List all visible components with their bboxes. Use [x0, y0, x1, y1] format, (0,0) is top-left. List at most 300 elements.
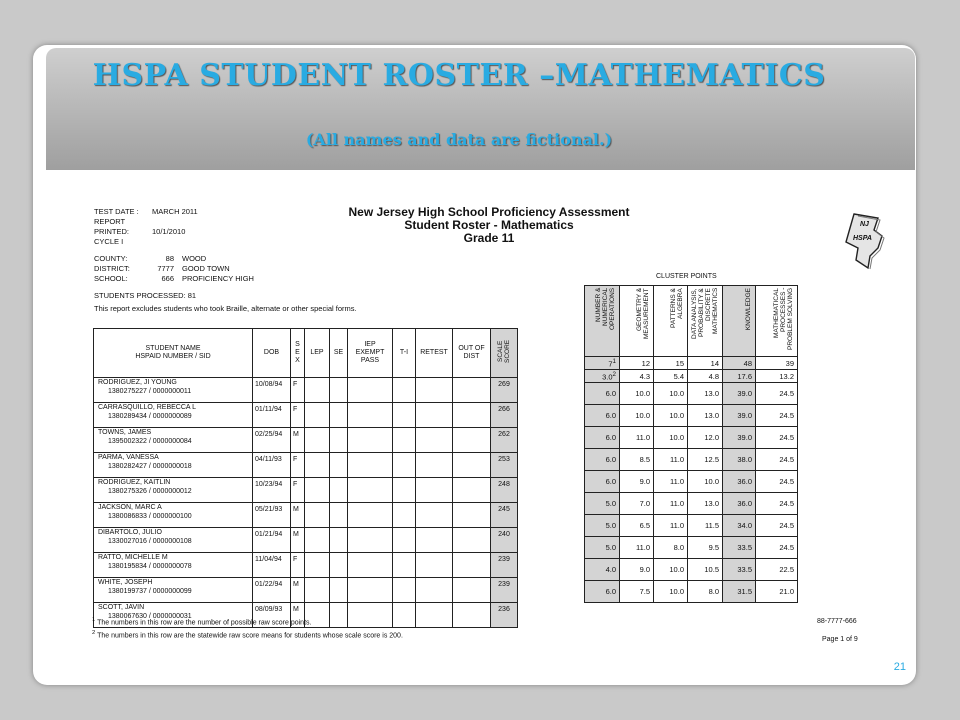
footnote-1-text: The numbers in this row are the number of possible raw score points. [97, 619, 312, 627]
cluster-value-text: 10.5 [704, 565, 719, 574]
cluster-value-text: 5.0 [605, 521, 616, 530]
printed-label: REPORT PRINTED: [94, 217, 130, 236]
student-sex: M [291, 528, 305, 553]
cluster-value [654, 357, 688, 370]
student-roster-table [93, 328, 518, 628]
retest-cell [416, 403, 453, 428]
footnote-marker: 2 [612, 370, 616, 378]
cluster-value-text: 21.0 [779, 587, 794, 596]
cluster-value-text: 6.0 [605, 411, 616, 420]
cluster-value [723, 370, 756, 383]
student-name: DIBARTOLO, JULIO [98, 529, 162, 536]
cluster-value-text: 6.5 [639, 521, 650, 530]
ti-cell [393, 403, 416, 428]
cluster-header [723, 286, 756, 357]
cluster-value [620, 357, 654, 370]
cluster-value [688, 515, 723, 537]
cluster-header [585, 286, 620, 357]
iep-cell [348, 603, 393, 628]
cluster-value-text: 13.2 [779, 371, 794, 381]
iep-cell [348, 403, 393, 428]
cluster-value-text: 36.0 [737, 477, 752, 486]
ti-cell [393, 603, 416, 628]
cluster-value-text: 8.0 [673, 543, 684, 552]
cluster-row [585, 581, 798, 603]
student-scale-score: 236 [491, 603, 518, 628]
cluster-value-text: 11.5 [704, 521, 719, 530]
cluster-value-text: 34.0 [737, 521, 752, 530]
cluster-value [585, 405, 620, 427]
ti-cell [393, 503, 416, 528]
cluster-value [688, 537, 723, 559]
cluster-value [756, 405, 798, 427]
student-scale-score: 266 [491, 403, 518, 428]
cluster-value-text: 6.0 [605, 433, 616, 442]
report-title-line1: New Jersey High School Proficiency Assessment [348, 205, 630, 219]
cluster-value-text: 15 [675, 358, 684, 368]
cluster-value-text: 11.0 [635, 433, 650, 442]
cluster-value [620, 427, 654, 449]
cluster-value-text: 24.5 [779, 477, 794, 486]
footnote-1-mark: 1 [92, 617, 96, 623]
possible-points-row [585, 357, 798, 370]
out-cell [453, 553, 491, 578]
student-scale-score: 239 [491, 553, 518, 578]
student-dob: 10/08/94 [253, 378, 291, 403]
se-cell [330, 378, 348, 403]
student-dob: 01/21/94 [253, 528, 291, 553]
cluster-row [585, 471, 798, 493]
cluster-value-text: 13.0 [704, 389, 719, 398]
cluster-points-table [584, 285, 798, 603]
cluster-value [723, 427, 756, 449]
cluster-header-label: MATHEMATICAL PROCESSES - PROBLEM SOLVING [773, 288, 794, 351]
cluster-row [585, 449, 798, 471]
iep-cell [348, 578, 393, 603]
cluster-header-label: PATTERNS & ALGEBRA [670, 288, 684, 328]
student-cell [94, 553, 253, 578]
ti-cell [393, 478, 416, 503]
cluster-value [654, 537, 688, 559]
retest-cell [416, 378, 453, 403]
ti-cell [393, 528, 416, 553]
cluster-value-text: 10.0 [635, 411, 650, 420]
cluster-value-text: 39 [785, 358, 794, 368]
cluster-value-text: 10.0 [704, 477, 719, 486]
student-sex: M [291, 503, 305, 528]
student-sex: F [291, 453, 305, 478]
cluster-value [688, 449, 723, 471]
cluster-value-text: 10.0 [635, 389, 650, 398]
name-header [94, 329, 253, 378]
cluster-value [688, 383, 723, 405]
cluster-row [585, 559, 798, 581]
cluster-value-text: 7 [608, 359, 613, 369]
table-row [94, 553, 518, 578]
cluster-value [585, 357, 620, 370]
cluster-value [585, 449, 620, 471]
student-id: 1380275227 / 0000000011 [108, 388, 192, 395]
ti-cell [393, 553, 416, 578]
cluster-value [723, 357, 756, 370]
cluster-value [756, 537, 798, 559]
cluster-value [654, 449, 688, 471]
iep-cell [348, 453, 393, 478]
retest-cell [416, 553, 453, 578]
retest-cell [416, 528, 453, 553]
cluster-value-text: 24.5 [779, 389, 794, 398]
cluster-value-text: 10.0 [669, 389, 684, 398]
cluster-header-label: KNOWLEDGE [745, 288, 752, 331]
student-cell [94, 478, 253, 503]
student-sex: F [291, 553, 305, 578]
test-date-label: TEST DATE : [94, 207, 139, 216]
student-sex: F [291, 478, 305, 503]
cluster-value [585, 383, 620, 405]
out-cell [453, 378, 491, 403]
retest-cell [416, 503, 453, 528]
student-id: 1380275326 / 0000000012 [108, 488, 192, 495]
cluster-value-text: 24.5 [779, 433, 794, 442]
retest-cell [416, 578, 453, 603]
slide-page-number: 21 [893, 661, 906, 673]
cluster-value-text: 10.0 [669, 587, 684, 596]
cluster-value-text: 7.0 [639, 499, 650, 508]
cluster-header [756, 286, 798, 357]
nj-hspa-logo [834, 212, 898, 270]
student-dob: 02/25/94 [253, 428, 291, 453]
cluster-value [654, 383, 688, 405]
se-cell [330, 603, 348, 628]
cluster-value [620, 449, 654, 471]
cluster-row [585, 383, 798, 405]
cluster-value [620, 537, 654, 559]
cluster-header-label: DATA ANALYSIS, PROBABILITY & DISCRETE MATHEMATICS [691, 288, 719, 339]
ti-cell [393, 453, 416, 478]
cluster-value [756, 383, 798, 405]
cluster-value-text: 6.0 [605, 389, 616, 398]
cluster-value [756, 427, 798, 449]
student-id: 1380067630 / 0000000031 [108, 613, 192, 620]
cluster-value [654, 405, 688, 427]
cluster-value [688, 370, 723, 383]
cluster-row [585, 515, 798, 537]
lep-cell [305, 428, 330, 453]
slide-subtitle: (All names and data are fictional.) [305, 130, 613, 149]
cluster-value [654, 559, 688, 581]
footnote-2 [92, 630, 403, 639]
student-name: PARMA, VANESSA [98, 454, 159, 461]
cluster-value-text: 38.0 [737, 455, 752, 464]
student-sex: M [291, 578, 305, 603]
cluster-value [654, 471, 688, 493]
student-cell [94, 528, 253, 553]
logo-hspa-text: HSPA [853, 235, 872, 242]
cluster-value-text: 12 [641, 358, 650, 368]
cluster-value-text: 39.0 [737, 433, 752, 442]
cluster-value [585, 515, 620, 537]
cluster-value-text: 11.0 [669, 521, 684, 530]
iep-cell [348, 553, 393, 578]
school-code: 666 [161, 274, 174, 283]
out-cell [453, 528, 491, 553]
cluster-header [654, 286, 688, 357]
cluster-value-text: 10.0 [669, 411, 684, 420]
student-dob: 11/04/94 [253, 553, 291, 578]
student-name: JACKSON, MARC A [98, 504, 162, 511]
ti-cell [393, 378, 416, 403]
cluster-row [585, 405, 798, 427]
cluster-value [585, 370, 620, 383]
student-id: 1380195834 / 0000000078 [108, 563, 192, 570]
cluster-header-label: GEOMETRY & MEASUREMENT [636, 288, 650, 339]
student-name: RODRIGUEZ, JI YOUNG [98, 379, 177, 386]
cluster-row [585, 427, 798, 449]
cluster-value [620, 559, 654, 581]
iep-header: IEP EXEMPT PASS [348, 329, 393, 378]
ti-cell [393, 428, 416, 453]
cluster-value [585, 427, 620, 449]
exclusion-note: This report excludes students who took Braille, alternate or other special forms. [94, 304, 357, 313]
student-scale-score: 262 [491, 428, 518, 453]
student-id: 1380282427 / 0000000018 [108, 463, 192, 470]
iep-cell [348, 478, 393, 503]
cluster-value-text: 6.0 [605, 455, 616, 464]
student-dob: 10/23/94 [253, 478, 291, 503]
lep-cell [305, 378, 330, 403]
report-page: Page 1 of 9 [822, 636, 858, 643]
cluster-value-text: 22.5 [779, 565, 794, 574]
student-dob: 04/11/93 [253, 453, 291, 478]
cluster-value-text: 36.0 [737, 499, 752, 508]
cluster-value-text: 7.5 [639, 587, 650, 596]
cluster-value [688, 427, 723, 449]
cluster-value [620, 515, 654, 537]
cluster-value-text: 33.5 [737, 543, 752, 552]
ti-header: T-I [393, 329, 416, 378]
se-cell [330, 528, 348, 553]
lep-header: LEP [305, 329, 330, 378]
lep-cell [305, 403, 330, 428]
footnote-2-mark: 2 [92, 630, 96, 636]
out-cell [453, 428, 491, 453]
report-code: 88-7777-666 [817, 618, 857, 625]
cluster-value [688, 357, 723, 370]
cluster-value [756, 449, 798, 471]
cluster-points-label: CLUSTER POINTS [656, 273, 717, 280]
student-dob: 05/21/93 [253, 503, 291, 528]
cluster-value [723, 537, 756, 559]
slide-header [46, 48, 915, 170]
student-scale-score: 245 [491, 503, 518, 528]
cluster-value-text: 24.5 [779, 543, 794, 552]
report-title [294, 206, 684, 245]
table-row [94, 453, 518, 478]
table-row [94, 528, 518, 553]
out-cell [453, 603, 491, 628]
student-id: 1395002322 / 0000000084 [108, 438, 192, 445]
cluster-value-text: 31.5 [737, 587, 752, 596]
student-cell [94, 578, 253, 603]
scale-header-label: SCALE SCORE [497, 339, 511, 364]
students-processed: STUDENTS PROCESSED: 81 [94, 291, 197, 300]
se-header: SE [330, 329, 348, 378]
logo-nj-text: NJ [860, 221, 869, 228]
cluster-value [756, 471, 798, 493]
se-cell [330, 428, 348, 453]
cluster-value [585, 537, 620, 559]
retest-cell [416, 603, 453, 628]
cluster-value-text: 4.0 [605, 565, 616, 574]
cluster-value-text: 8.0 [708, 587, 719, 596]
cluster-value [654, 515, 688, 537]
county-label: COUNTY: [94, 254, 128, 263]
se-cell [330, 478, 348, 503]
cluster-value [723, 471, 756, 493]
table-row [94, 403, 518, 428]
retest-cell [416, 428, 453, 453]
student-cell [94, 503, 253, 528]
school: PROFICIENCY HIGH [182, 274, 254, 283]
se-cell [330, 453, 348, 478]
lep-cell [305, 478, 330, 503]
cluster-value [654, 493, 688, 515]
cluster-value-text: 39.0 [737, 411, 752, 420]
student-dob: 01/11/94 [253, 403, 291, 428]
printed-date: 10/1/2010 [152, 227, 186, 236]
iep-cell [348, 378, 393, 403]
lep-cell [305, 528, 330, 553]
cluster-value [756, 559, 798, 581]
cluster-value-text: 10.0 [669, 565, 684, 574]
county: WOOD [182, 254, 207, 263]
cluster-value [723, 581, 756, 603]
cluster-row [585, 493, 798, 515]
student-dob: 08/09/93 [253, 603, 291, 628]
table-row [94, 378, 518, 403]
cluster-value [756, 581, 798, 603]
student-id: 1380199737 / 0000000099 [108, 588, 192, 595]
out-cell [453, 478, 491, 503]
cluster-value-text: 10.0 [669, 433, 684, 442]
cluster-value [688, 405, 723, 427]
cluster-value [620, 581, 654, 603]
district-label: DISTRICT: [94, 264, 130, 273]
footnote-2-text: The numbers in this row are the statewide raw score means for students whose scale score is 200. [97, 632, 403, 640]
roster-document [44, 170, 913, 643]
student-cell [94, 453, 253, 478]
cluster-value-text: 9.0 [639, 565, 650, 574]
cluster-value [654, 370, 688, 383]
iep-cell [348, 503, 393, 528]
cluster-value [723, 559, 756, 581]
cluster-value-text: 5.0 [605, 499, 616, 508]
table-row [94, 478, 518, 503]
student-sex: F [291, 403, 305, 428]
cluster-value [723, 383, 756, 405]
cluster-value-text: 6.0 [605, 477, 616, 486]
cluster-value [585, 493, 620, 515]
cluster-value-text: 9.5 [708, 543, 719, 552]
cluster-header [620, 286, 654, 357]
student-cell [94, 428, 253, 453]
cluster-value [756, 370, 798, 383]
cluster-value-text: 13.0 [704, 411, 719, 420]
out-cell [453, 503, 491, 528]
cluster-value-text: 48 [743, 358, 752, 368]
cluster-value [620, 370, 654, 383]
se-cell [330, 553, 348, 578]
lep-cell [305, 453, 330, 478]
cluster-value-text: 11.0 [669, 455, 684, 464]
iep-cell [348, 428, 393, 453]
cycle: CYCLE I [94, 237, 124, 246]
student-sex: F [291, 378, 305, 403]
cluster-value [756, 515, 798, 537]
cluster-value [756, 357, 798, 370]
cluster-value [585, 471, 620, 493]
cluster-value [654, 427, 688, 449]
cluster-value [620, 471, 654, 493]
cluster-value-text: 14 [710, 358, 719, 368]
student-cell [94, 378, 253, 403]
student-scale-score: 239 [491, 578, 518, 603]
table-row [94, 578, 518, 603]
student-name: TOWNS, JAMES [98, 429, 152, 436]
school-label: SCHOOL: [94, 274, 128, 283]
county-code: 88 [165, 254, 174, 263]
cluster-value-text: 11.0 [635, 543, 650, 552]
lep-cell [305, 503, 330, 528]
out-cell [453, 578, 491, 603]
student-id: 1380289434 / 0000000089 [108, 413, 192, 420]
cluster-value [723, 405, 756, 427]
cluster-value-text: 6.0 [605, 587, 616, 596]
cluster-value-text: 11.0 [669, 499, 684, 508]
cluster-value [723, 449, 756, 471]
scale-header [491, 329, 518, 378]
report-title-line3: Grade 11 [463, 231, 515, 245]
sex-header: S E X [291, 329, 305, 378]
cluster-value [620, 383, 654, 405]
cluster-value [756, 493, 798, 515]
ti-cell [393, 578, 416, 603]
cluster-value [620, 493, 654, 515]
state-mean-row [585, 370, 798, 383]
out-header: OUT OF DIST [453, 329, 491, 378]
lep-cell [305, 578, 330, 603]
cluster-value-text: 39.0 [737, 389, 752, 398]
retest-cell [416, 453, 453, 478]
cluster-value-text: 5.4 [673, 371, 684, 381]
se-cell [330, 403, 348, 428]
lep-cell [305, 553, 330, 578]
student-name: RATTO, MICHELLE M [98, 554, 168, 561]
cluster-value-text: 33.5 [737, 565, 752, 574]
cluster-row [585, 537, 798, 559]
student-scale-score: 269 [491, 378, 518, 403]
cluster-value [688, 581, 723, 603]
report-title-line2: Student Roster - Mathematics [404, 218, 574, 232]
cluster-value-text: 12.0 [704, 433, 719, 442]
retest-cell [416, 478, 453, 503]
slide-title: HSPA STUDENT ROSTER –MATHEMATICS [92, 58, 826, 93]
cluster-value [688, 471, 723, 493]
student-id: 1330027016 / 0000000108 [108, 538, 192, 545]
out-cell [453, 453, 491, 478]
cluster-value-text: 3.0 [602, 372, 613, 382]
student-dob: 01/22/94 [253, 578, 291, 603]
